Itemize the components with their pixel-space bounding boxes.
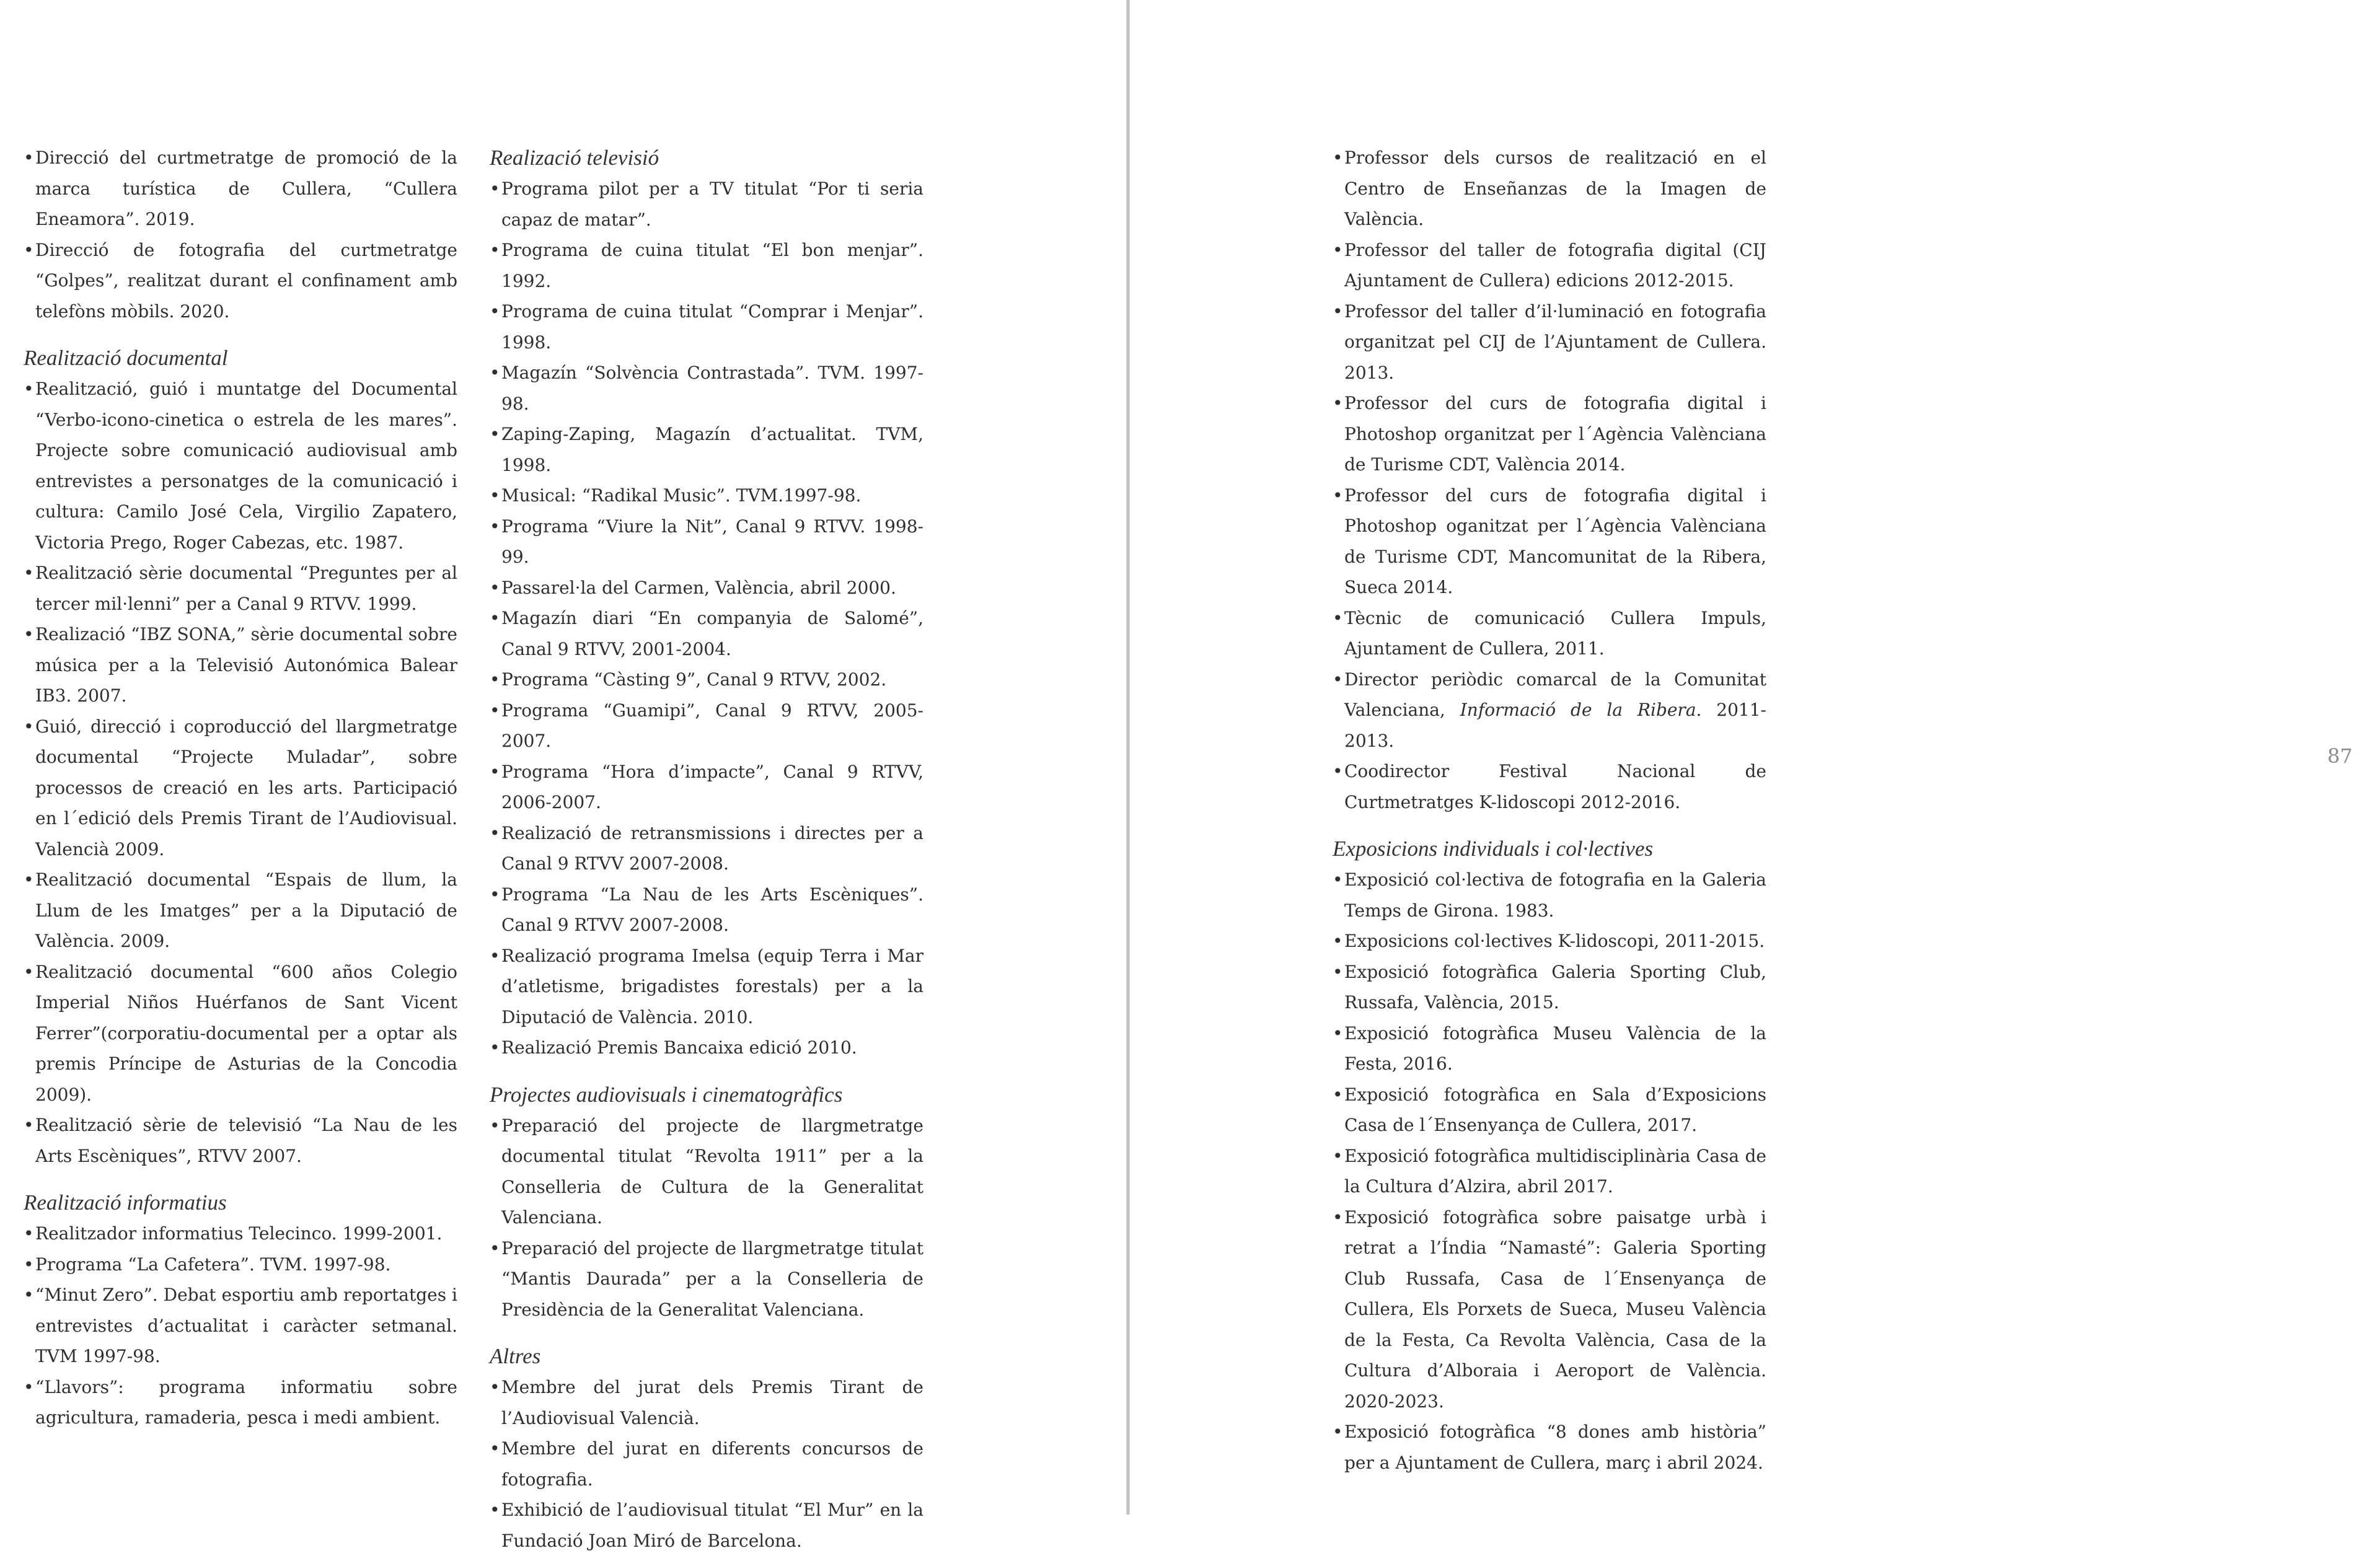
list-item: • Exposició fotogràfica sobre paisatge urbà i retrat a l’Índia “Namasté”: Galeria Sporting Club Russafa, Casa de l´Ensenyança de Cullera, Els Porxets de Sueca, Museu València de la Festa, Ca Revolta València, Casa de la Cultura d’Alboraia i Aeroport de València. 2020-2023. (1333, 1202, 1766, 1417)
list-item: • Direcció del curtmetratge de promoció de la marca turística de Cullera, “Cullera Eneamora”. 2019. (24, 143, 457, 235)
column-2 (490, 143, 923, 1556)
list-item: • Membre del jurat en diferents concursos de fotografia. (490, 1433, 923, 1495)
bullet-list (24, 143, 457, 327)
list-item: • Passarel·la del Carmen, València, abril 2000. (490, 573, 923, 604)
list-item: • Realizació programa Imelsa (equip Terra i Mar d’atletisme, brigadistes forestals) per a la Diputació de València. 2010. (490, 941, 923, 1033)
list-item: • Preparació del projecte de llargmetratge documental titulat “Revolta 1911” per a la Conselleria de Cultura de la Generalitat Valenciana. (490, 1110, 923, 1233)
list-item: • Musical: “Radikal Music”. TVM.1997-98. (490, 480, 923, 511)
list-item: • Programa “Hora d’impacte”, Canal 9 RTVV, 2006-2007. (490, 757, 923, 818)
section-title: Realització informatius (24, 1190, 227, 1215)
column-1 (24, 143, 457, 1433)
list-item: • Realització sèrie documental “Preguntes per al tercer mil·lenni” per a Canal 9 RTVV. 1999. (24, 558, 457, 619)
page-number: 87 (2327, 744, 2353, 768)
list-item: • Exposicions col·lectives K-lidoscopi, 2011-2015. (1333, 926, 1766, 957)
section-title: Exposicions individuals i col·lectives (1333, 837, 1654, 861)
list-item: • Guió, direcció i coproducció del llargmetratge documental “Projecte Muladar”, sobre processos de creació en les arts. Participació en l´edició dels Premis Tirant de l’Audiovisual. Valencià 2009. (24, 711, 457, 865)
list-item: • Exposició fotogràfica multidisciplinària Casa de la Cultura d’Alzira, abril 2017. (1333, 1141, 1766, 1202)
list-item: • Exposició fotogràfica “8 dones amb història” per a Ajuntament de Cullera, març i abril 2024. (1333, 1417, 1766, 1478)
left-page (0, 0, 1126, 1551)
bullet-list (24, 374, 457, 1171)
list-item: • Realizació Premis Bancaixa edició 2010. (490, 1032, 923, 1063)
list-item: • Realització documental “600 años Colegio Imperial Niños Huérfanos de Sant Vicent Ferrer”(corporatiu-documental per a optar als premis Príncipe de Asturias de la Concodia 2009). (24, 957, 457, 1110)
list-item: • Zaping-Zaping, Magazín d’actualitat. TVM, 1998. (490, 419, 923, 480)
list-item: • Professor del curs de fotografia digital i Photoshop organitzat per l´Agència Valènciana de Turisme CDT, València 2014. (1333, 388, 1766, 480)
list-item: • Professor del curs de fotografia digital i Photoshop oganitzat per l´Agència Valènciana de Turisme CDT, Mancomunitat de la Ribera, Sueca 2014. (1333, 480, 1766, 603)
list-item: • Magazín diari “En companyia de Salomé”, Canal 9 RTVV, 2001-2004. (490, 603, 923, 664)
list-item: • Professor dels cursos de realització en el Centro de Enseñanzas de la Imagen de València. (1333, 143, 1766, 235)
list-item: • Programa de cuina titulat “El bon menjar”. 1992. (490, 235, 923, 296)
list-item: • Realització, guió i muntatge del Documental “Verbo-icono-cinetica o estrela de les mares”. Projecte sobre comunicació audiovisual amb entrevistes a personatges de la comunicació i cultura: Camilo José Cela, Virgilio Zapatero, Victoria Prego, Roger Cabezas, etc. 1987. (24, 374, 457, 558)
list-item: • Tècnic de comunicació Cullera Impuls, Ajuntament de Cullera, 2011. (1333, 603, 1766, 664)
list-item: • Magazín “Solvència Contrastada”. TVM. 1997-98. (490, 358, 923, 419)
list-item: • Realizació “IBZ SONA,” sèrie documental sobre música per a la Televisió Autonómica Balear IB3. 2007. (24, 619, 457, 711)
list-item: • Membre del jurat dels Premis Tirant de l’Audiovisual Valencià. (490, 1372, 923, 1433)
list-item: • Exhibició de l’audiovisual titulat “El Mur” en la Fundació Joan Miró de Barcelona. (490, 1495, 923, 1556)
section-title: Realització documental (24, 346, 228, 370)
section (490, 1079, 923, 1325)
list-item: • Preparació del projecte de llargmetratge titulat “Mantis Daurada” per a la Conselleria de Presidència de la Generalitat Valenciana. (490, 1233, 923, 1325)
section-title: Realizació televisió (490, 146, 659, 170)
bullet-list (490, 174, 923, 1063)
list-item: • Programa “Guamipi”, Canal 9 RTVV, 2005-2007. (490, 695, 923, 757)
list-item: • “Minut Zero”. Debat esportiu amb reportatges i entrevistes d’actualitat i caràcter setmanal. TVM 1997-98. (24, 1280, 457, 1372)
list-item: • Programa “La Cafetera”. TVM. 1997-98. (24, 1249, 457, 1280)
section (490, 143, 923, 1063)
list-item: • Programa “La Nau de les Arts Escèniques”. Canal 9 RTVV 2007-2008. (490, 879, 923, 941)
list-item: • Professor del taller de fotografia digital (CIJ Ajuntament de Cullera) edicions 2012-2015. (1333, 235, 1766, 296)
list-item: • Coodirector Festival Nacional de Curtmetratges K-lidoscopi 2012-2016. (1333, 756, 1766, 817)
list-item: • Programa pilot per a TV titulat “Por ti seria capaz de matar”. (490, 174, 923, 235)
list-item: • Exposició col·lectiva de fotografia en la Galeria Temps de Girona. 1983. (1333, 864, 1766, 926)
list-item: • Programa de cuina titulat “Comprar i Menjar”. 1998. (490, 296, 923, 358)
section (24, 143, 457, 327)
bullet-list (24, 1218, 457, 1433)
section-title: Altres (490, 1344, 541, 1368)
list-item: • Exposició fotogràfica en Sala d’Exposicions Casa de l´Ensenyança de Cullera, 2017. (1333, 1079, 1766, 1141)
list-item: • Direcció de fotografia del curtmetratge “Golpes”, realitzat durant el confinament amb telefòns mòbils. 2020. (24, 235, 457, 327)
bullet-list (490, 1110, 923, 1325)
list-item: • Professor del taller d’il·luminació en fotografia organitzat pel CIJ de l’Ajuntament de Cullera. 2013. (1333, 296, 1766, 389)
list-item: • Programa “Viure la Nit”, Canal 9 RTVV. 1998-99. (490, 511, 923, 573)
section (24, 343, 457, 1171)
list-item: • Exposició fotogràfica Museu València de la Festa, 2016. (1333, 1018, 1766, 1079)
section (1333, 143, 1766, 817)
list-item: • Realització documental “Espais de llum, la Llum de les Imatges” per a la Diputació de València. 2009. (24, 864, 457, 957)
section (490, 1341, 923, 1556)
column-3 (1333, 143, 1766, 1478)
list-item: • Realització sèrie de televisió “La Nau de les Arts Escèniques”, RTVV 2007. (24, 1110, 457, 1171)
bullet-list (1333, 864, 1766, 1478)
list-item: • Programa “Càsting 9”, Canal 9 RTVV, 2002. (490, 664, 923, 695)
section (24, 1187, 457, 1433)
list-item: • Realizació de retransmissions i directes per a Canal 9 RTVV 2007-2008. (490, 818, 923, 879)
bullet-list (490, 1372, 923, 1556)
list-item: • Exposició fotogràfica Galeria Sporting Club, Russafa, València, 2015. (1333, 957, 1766, 1018)
section-title: Projectes audiovisuals i cinematogràfics (490, 1082, 843, 1107)
list-item: • Realitzador informatius Telecinco. 1999-2001. (24, 1218, 457, 1249)
list-item: • “Llavors”: programa informatiu sobre agricultura, ramaderia, pesca i medi ambient. (24, 1372, 457, 1433)
section (1333, 833, 1766, 1478)
list-item: • Director periòdic comarcal de la Comunitat Valenciana, Informació de la Ribera. 2011-2013. (1333, 664, 1766, 757)
bullet-list (1333, 143, 1766, 817)
